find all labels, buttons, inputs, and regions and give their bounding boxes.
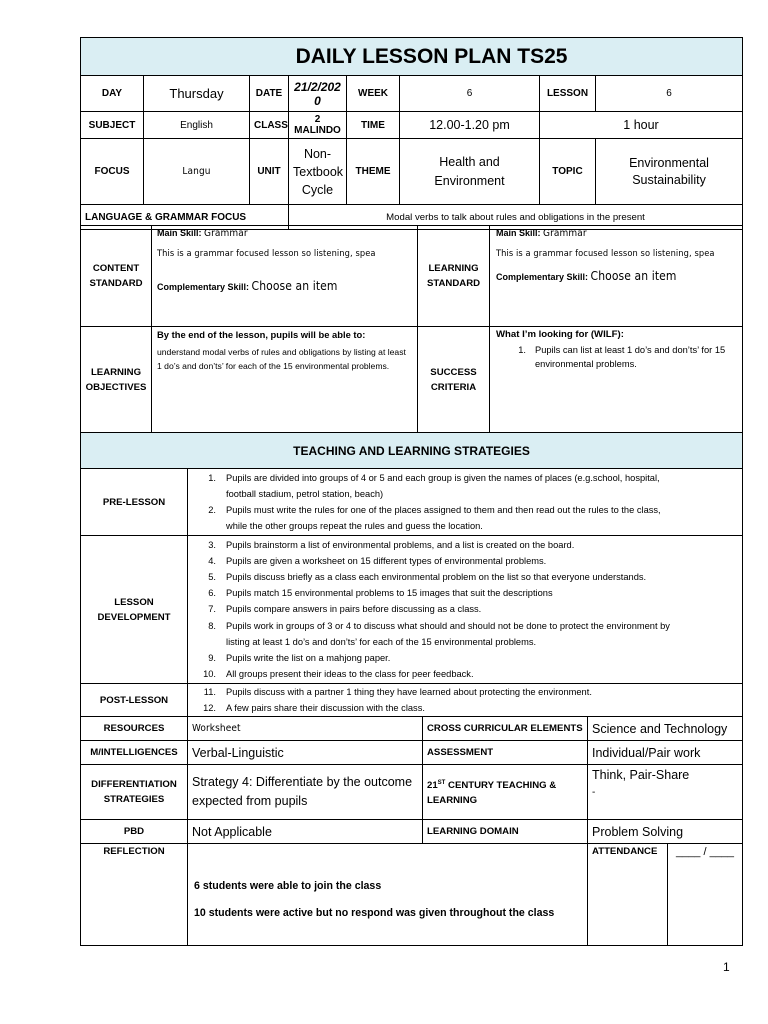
resources-label: RESOURCES — [81, 717, 188, 741]
time-label: TIME — [347, 112, 400, 139]
page-number: 1 — [723, 960, 730, 974]
cs-main-skill: Grammar — [204, 228, 248, 239]
lesson-development-step — [194, 634, 736, 650]
cs-comp-dropdown[interactable]: Choose an item — [251, 279, 338, 293]
lesson-development-step — [194, 569, 736, 585]
pre-lesson-cell — [188, 469, 743, 536]
unit-value: Non-Textbook Cycle — [289, 139, 347, 205]
lesson-development-step-number: 5. — [208, 571, 216, 582]
objectives-text: understand modal verbs of rules and obligations by listing at least 1 do’s and don’ts’ for each of the 15 environmental problems. — [157, 347, 406, 371]
lesson-development-step-number: 10. — [203, 669, 216, 680]
lesson-development-step — [194, 553, 736, 569]
pre-lesson-step-number: 2. — [208, 505, 216, 515]
lesson-development-step — [194, 666, 736, 682]
cross-curricular-label: CROSS CURRICULAR ELEMENTS — [423, 717, 588, 741]
lesson-development-step-number: 9. — [208, 653, 216, 663]
learning-domain-label: LEARNING DOMAIN — [423, 820, 588, 844]
post-lesson-step-number: 11. — [203, 687, 216, 697]
differentiation-value: Strategy 4: Differentiate by the outcome expected from pupils — [188, 765, 423, 820]
theme-value: Health and Environment — [400, 139, 540, 205]
c21-extra: - — [592, 787, 596, 798]
subject-label: SUBJECT — [81, 112, 144, 139]
lesson-development-step-text: Pupils brainstorm a list of environmental problems, and a list is created on the board. — [226, 539, 575, 550]
lesson-development-step-number: 6. — [208, 588, 216, 599]
pre-lesson-steps — [194, 470, 736, 535]
pre-lesson-label: PRE-LESSON — [81, 469, 188, 536]
time-value: 12.00-1.20 pm — [400, 112, 540, 139]
ls-main-skill-label: Main Skill: — [496, 228, 541, 238]
c21-label: 21ST CENTURY TEACHING & LEARNING — [423, 765, 588, 820]
content-standard-label: CONTENT STANDARD — [81, 226, 152, 327]
attendance-label: ATTENDANCE — [588, 844, 668, 946]
lesson-development-step-text: Pupils write the list on a mahjong paper. — [226, 653, 391, 663]
lesson-development-step-text: Pupils compare answers in pairs before discussing as a class. — [226, 604, 482, 615]
focus-value: Langu — [144, 139, 250, 205]
page-title: DAILY LESSON PLAN TS25 — [81, 38, 743, 76]
week-value: 6 — [400, 76, 540, 112]
lesson-development-steps — [194, 537, 736, 683]
reflection-line-1: 6 students were able to join the class — [194, 880, 382, 892]
lesson-development-step-number: 8. — [208, 620, 216, 631]
objectives-heading: By the end of the lesson, pupils will be able to: — [157, 329, 366, 340]
subject-value: English — [144, 112, 250, 139]
c21-value: Think, Pair-Share — [592, 768, 690, 782]
pbd-value: Not Applicable — [188, 820, 423, 844]
pre-lesson-step-text: while the other groups repeat the rules and guess the location. — [226, 521, 483, 532]
post-lesson-step — [194, 700, 736, 716]
post-lesson-cell — [188, 684, 743, 717]
date-label: DATE — [250, 76, 289, 112]
day-value: Thursday — [144, 76, 250, 112]
post-lesson-step-text: A few pairs share their discussion with the class. — [226, 703, 425, 714]
post-lesson-steps — [194, 684, 736, 716]
focus-label: FOCUS — [81, 139, 144, 205]
lesson-development-step — [194, 618, 736, 634]
post-lesson-step-number: 12. — [203, 703, 216, 714]
lesson-development-step — [194, 601, 736, 617]
content-standard-cell — [152, 226, 418, 327]
topic-value: Environmental Sustainability — [596, 139, 743, 205]
lesson-development-step — [194, 650, 736, 666]
ls-main-skill: Grammar — [543, 228, 587, 239]
lesson-development-step — [194, 537, 736, 553]
attendance-value: ____ / ____ — [668, 844, 743, 946]
ls-comp-label: Complementary Skill: — [496, 272, 589, 282]
lesson-development-step-text: Pupils are given a worksheet on 15 different types of environmental problems. — [226, 555, 547, 566]
cs-note: This is a grammar focused lesson so listening, spea — [157, 248, 376, 259]
mi-value: Verbal-Linguistic — [188, 741, 423, 765]
c21-cell — [588, 765, 743, 820]
tls-title: TEACHING AND LEARNING STRATEGIES — [81, 433, 743, 469]
post-lesson-label: POST-LESSON — [81, 684, 188, 717]
lesson-development-step-number: 7. — [208, 604, 216, 615]
lesson-development-step-number: 3. — [208, 539, 216, 550]
differentiation-label: DIFFERENTIATION STRATEGIES — [81, 765, 188, 820]
post-lesson-step-text: Pupils discuss with a partner 1 thing they have learned about protecting the environment. — [226, 687, 592, 697]
topic-label: TOPIC — [540, 139, 596, 205]
lesson-development-step-text: All groups present their ideas to the class for peer feedback. — [226, 669, 474, 680]
class-value: 2 MALINDO — [289, 112, 347, 139]
duration-value: 1 hour — [540, 112, 743, 139]
success-heading: What I’m looking for (WILF): — [496, 329, 624, 340]
success-item: Pupils can list at least 1 do’s and don’ts’ for 15 environmental problems. — [535, 345, 726, 369]
unit-label: UNIT — [250, 139, 289, 205]
success-criteria-label: SUCCESS CRITERIA — [418, 327, 490, 433]
cross-curricular-value: Science and Technology — [588, 717, 743, 741]
reflection-label: REFLECTION — [81, 844, 188, 946]
theme-label: THEME — [347, 139, 400, 205]
assessment-label: ASSESSMENT — [423, 741, 588, 765]
ls-comp-dropdown[interactable]: Choose an item — [590, 269, 677, 283]
grammar-focus-value: Modal verbs to talk about rules and obligations in the present — [289, 205, 743, 230]
lesson-value: 6 — [596, 76, 743, 112]
success-criteria-cell — [490, 327, 743, 433]
pre-lesson-step-number — [194, 486, 226, 502]
success-item-num: 1. — [518, 345, 526, 355]
cs-main-skill-label: Main Skill: — [157, 228, 202, 238]
ls-note: This is a grammar focused lesson so listening, spea — [496, 248, 715, 259]
mi-label: M/INTELLIGENCES — [81, 741, 188, 765]
reflection-line-2: 10 students were active but no respond was given throughout the class — [194, 907, 555, 919]
pre-lesson-step — [194, 502, 736, 518]
pre-lesson-step-text: football stadium, petrol station, beach) — [226, 488, 384, 499]
pre-lesson-step-number — [194, 518, 226, 534]
day-label: DAY — [81, 76, 144, 112]
reflection-cell — [188, 844, 588, 946]
lesson-development-step — [194, 585, 736, 601]
week-label: WEEK — [347, 76, 400, 112]
lesson-development-cell — [188, 536, 743, 684]
learning-objectives-cell — [152, 327, 418, 433]
pre-lesson-step-text: Pupils are divided into groups of 4 or 5 and each group is given the names of places (e.g.school, hospital, — [226, 472, 660, 483]
lesson-development-step-text: Pupils match 15 environmental problems to 15 images that suit the descriptions — [226, 588, 553, 599]
pre-lesson-step — [194, 486, 736, 502]
learning-standard-cell — [490, 226, 743, 327]
lesson-development-step-number — [194, 634, 226, 650]
learning-domain-value: Problem Solving — [588, 820, 743, 844]
grammar-focus-label: LANGUAGE & GRAMMAR FOCUS — [81, 205, 289, 230]
post-lesson-step — [194, 684, 736, 700]
pbd-label: PBD — [81, 820, 188, 844]
pre-lesson-step — [194, 470, 736, 486]
lesson-development-step-text: Pupils work in groups of 3 or 4 to discuss what should and should not be done to protect the environment by — [226, 620, 670, 631]
learning-objectives-label: LEARNING OBJECTIVES — [81, 327, 152, 433]
resources-value: Worksheet — [188, 717, 423, 741]
lesson-label: LESSON — [540, 76, 596, 112]
learning-standard-label: LEARNING STANDARD — [418, 226, 490, 327]
pre-lesson-step-number: 1. — [208, 472, 216, 483]
cs-comp-label: Complementary Skill: — [157, 282, 250, 292]
assessment-value: Individual/Pair work — [588, 741, 743, 765]
date-value: 21/2/2020 — [289, 76, 347, 112]
lesson-development-step-text: listing at least 1 do’s and don’ts’ for each of the 15 environmental problems. — [226, 636, 537, 647]
lesson-development-step-text: Pupils discuss briefly as a class each environmental problem on the list so that everyone understands. — [226, 571, 647, 582]
lesson-development-step-number: 4. — [208, 555, 216, 566]
pre-lesson-step-text: Pupils must write the rules for one of the places assigned to them and then read out the rules to the class, — [226, 505, 661, 515]
class-label: CLASS — [250, 112, 289, 139]
lesson-development-label: LESSON DEVELOPMENT — [81, 536, 188, 684]
pre-lesson-step — [194, 518, 736, 534]
